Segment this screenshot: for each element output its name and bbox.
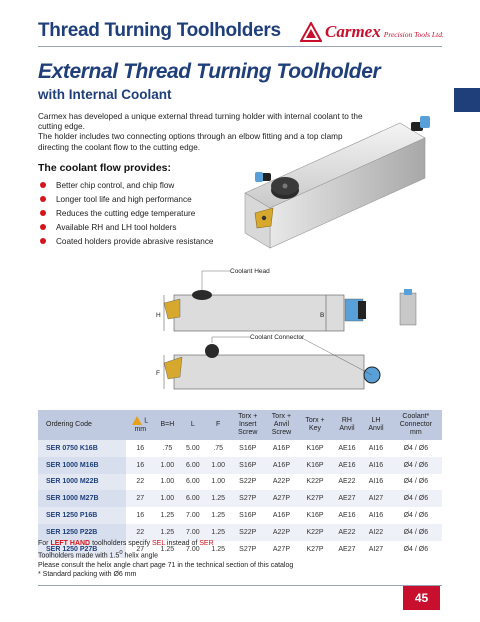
header-divider: [38, 46, 442, 47]
table-cell: S22P: [231, 524, 265, 541]
table-row: [38, 490, 442, 507]
header-coolant-connector: Coolant* Connector mm: [390, 410, 442, 440]
table-cell: AI16: [368, 512, 384, 520]
table-cell: .75: [213, 444, 224, 452]
table-cell: AI27: [362, 490, 390, 507]
table-cell: 22: [136, 478, 145, 486]
benefit-text: Available RH and LH tool holders: [56, 222, 177, 232]
table-cell: 1.25: [206, 490, 231, 507]
header-torx-insert-screw: Torx + Insert Screw: [231, 410, 265, 440]
table-cell: 1.00: [155, 457, 181, 474]
carmex-logo-icon: [300, 22, 322, 42]
table-cell: 1.25: [160, 512, 175, 520]
table-cell: 6.00: [180, 490, 205, 507]
header-insert-unit: mm: [134, 425, 147, 433]
bullet-icon: [40, 210, 46, 216]
header-lh-anvil: LH Anvil: [362, 410, 390, 440]
section-title: External Thread Turning Toolholder: [38, 60, 381, 83]
benefit-text: Better chip control, and chip flow: [56, 180, 175, 190]
table-cell: AE22: [332, 524, 362, 541]
table-cell: A16P: [265, 457, 299, 474]
brand-name: Carmex: [325, 22, 381, 41]
table-cell: K16P: [306, 444, 324, 452]
ordering-code-cell: SER 0750 K16B: [38, 440, 126, 457]
table-cell: S27P: [239, 545, 257, 553]
table-cell: 1.25: [211, 512, 225, 520]
table-cell: 1.25: [155, 524, 181, 541]
table-cell: AE22: [338, 478, 356, 486]
coolant-benefits-list: [40, 178, 213, 248]
insert-icon: [132, 416, 142, 425]
bullet-icon: [40, 224, 46, 230]
table-cell: 7.00: [180, 524, 205, 541]
table-cell: 1.25: [206, 524, 231, 541]
table-cell: Ø4 / Ø6: [390, 457, 442, 474]
benefit-text: Coated holders provide abrasive resistance: [56, 236, 214, 246]
benefit-text: Reduces the cutting edge temperature: [56, 208, 196, 218]
coolant-flow-heading: The coolant flow provides:: [38, 162, 172, 174]
coolant-connector-label: Coolant Connector: [250, 334, 305, 341]
header-f: F: [206, 410, 231, 440]
table-cell: 16: [136, 512, 145, 520]
header-insert-size: [126, 410, 155, 440]
coolant-head-label: Coolant Head: [230, 268, 270, 275]
ordering-code-cell: SER 1250 P16B: [38, 507, 126, 524]
table-cell: 16: [126, 457, 155, 474]
table-cell: AI16: [368, 478, 384, 486]
table-cell: S16P: [239, 444, 257, 452]
table-cell: AE16: [332, 457, 362, 474]
intro-paragraph-2: The holder includes two connecting options through an elbow fitting and a top clamp directing the coolant flow to the cutting edge.: [38, 132, 343, 152]
dim-f-label: F: [156, 370, 160, 377]
table-cell: S27P: [231, 490, 265, 507]
table-cell: A16P: [272, 512, 290, 520]
ordering-code-cell: SER 1000 M22B: [38, 474, 126, 491]
table-cell: 6.00: [180, 457, 205, 474]
helix-note: Toolholders made with $1.5^0$ helix angle: [38, 549, 158, 559]
left-hand-note: For LEFT HAND toolholders specify SEL instead of SER: [38, 540, 214, 547]
table-cell: 1.25: [160, 545, 175, 553]
table-cell: .75: [162, 444, 173, 452]
benefit-text: Longer tool life and high performance: [56, 194, 192, 204]
dim-b-label: B: [320, 312, 325, 319]
benefit-item: [40, 206, 213, 220]
table-cell: AI22: [362, 524, 390, 541]
carmex-logo: [300, 22, 444, 42]
ordering-code-cell: SER 1250 P22B: [38, 524, 126, 541]
table-cell: 1.00: [206, 457, 231, 474]
table-cell: AI16: [368, 444, 384, 452]
specification-table: [38, 410, 442, 558]
table-cell: S16P: [239, 512, 257, 520]
header-ordering-code: Ordering Code: [38, 410, 126, 440]
table-cell: S16P: [231, 457, 265, 474]
benefit-item: [40, 178, 213, 192]
table-row: [38, 440, 442, 457]
table-cell: A27P: [272, 545, 290, 553]
footer-divider: [38, 585, 442, 586]
page-number: 45: [403, 586, 440, 610]
table-cell: K27P: [298, 490, 331, 507]
intro-paragraph-1: Carmex has developed a unique external thread turning holder with internal coolant to the cutting edge.: [38, 112, 363, 132]
table-cell: 1.25: [211, 545, 225, 553]
toolholder-product-photo: [225, 108, 455, 258]
benefit-item: [40, 220, 213, 234]
table-cell: AE16: [338, 444, 356, 452]
footnotes: [38, 539, 293, 580]
benefit-item: [40, 192, 213, 206]
table-row: [38, 457, 442, 474]
table-cell: AE27: [332, 490, 362, 507]
table-cell: K27P: [306, 545, 324, 553]
table-cell: 22: [126, 524, 155, 541]
table-cell: 1.00: [160, 478, 175, 486]
table-cell: K16P: [298, 457, 331, 474]
table-row: [38, 507, 442, 524]
table-cell: 16: [136, 444, 145, 452]
table-cell: A16P: [272, 444, 290, 452]
bullet-icon: [40, 238, 46, 244]
packing-note: * Standard packing with Ø6 mm: [38, 571, 137, 579]
dim-h-label: H: [156, 312, 161, 319]
header-insert-l: L: [144, 417, 149, 425]
table-cell: Ø4 / Ø6: [390, 490, 442, 507]
table-cell: 1.00: [155, 490, 181, 507]
table-cell: Ø4 / Ø6: [403, 478, 429, 486]
ordering-code-cell: SER 1000 M27B: [38, 490, 126, 507]
ordering-code-cell: SER 1000 M16B: [38, 457, 126, 474]
header-torx-anvil-screw: Torx + Anvil Screw: [265, 410, 299, 440]
header-bh: B=H: [155, 410, 181, 440]
table-cell: 27: [126, 490, 155, 507]
bullet-icon: [40, 182, 46, 188]
table-cell: AE16: [338, 512, 356, 520]
page-title: Thread Turning Toolholders: [38, 20, 281, 41]
bullet-icon: [40, 196, 46, 202]
table-cell: 27: [136, 545, 145, 553]
table-cell: K16P: [306, 512, 324, 520]
table-cell: AI27: [368, 545, 384, 553]
table-cell: Ø4 / Ø6: [403, 512, 429, 520]
table-cell: Ø4 / Ø6: [390, 524, 442, 541]
table-cell: A22P: [272, 478, 290, 486]
table-cell: A27P: [265, 490, 299, 507]
table-cell: 1.00: [211, 478, 225, 486]
table-header-row: [38, 410, 442, 440]
table-cell: S22P: [239, 478, 257, 486]
table-cell: A22P: [265, 524, 299, 541]
technical-drawing: [150, 265, 450, 395]
table-cell: 6.00: [186, 478, 200, 486]
table-cell: Ø4 / Ø6: [403, 545, 429, 553]
header-rh-anvil: RH Anvil: [332, 410, 362, 440]
section-side-tab[interactable]: [454, 88, 480, 112]
table-cell: 7.00: [186, 512, 200, 520]
table-cell: AI16: [362, 457, 390, 474]
table-cell: 7.00: [186, 545, 200, 553]
table-cell: Ø4 / Ø6: [403, 444, 429, 452]
header-torx-key: Torx + Key: [298, 410, 331, 440]
consult-note: Please consult the helix angle chart page 71 in the technical section of this catalog: [38, 561, 294, 569]
brand-tagline: Precision Tools Ltd.: [383, 30, 444, 39]
table-row: [38, 474, 442, 491]
table-cell: K22P: [306, 478, 324, 486]
benefit-item: [40, 234, 213, 248]
ordering-code-cell: SER 1250 P27B: [38, 541, 126, 558]
section-subtitle: with Internal Coolant: [38, 87, 172, 102]
table-cell: AE27: [338, 545, 356, 553]
table-cell: K22P: [298, 524, 331, 541]
header-l: L: [180, 410, 205, 440]
table-cell: 5.00: [186, 444, 200, 452]
